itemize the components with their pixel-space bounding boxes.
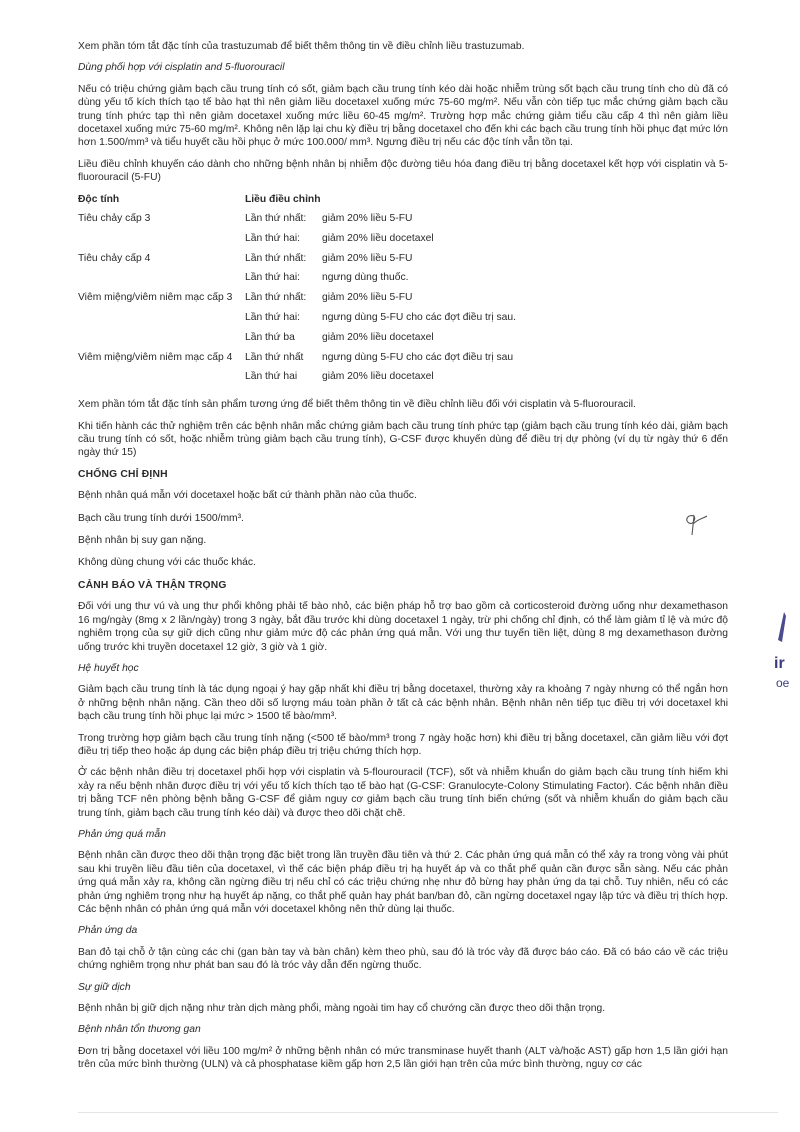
neutropenia-paragraph: Nếu có triệu chứng giảm bạch cầu trung tính có sốt, giảm bạch cầu trung tính kéo dài hoặc nhiễm trùng sốt bạch cầu trung tính cho dù đã có dùng yếu tố kích thích tạo tế bào hạt thì nên giảm liều docetaxel xuống mức 75-60 mg/m². Nếu vẫn còn tiếp tục mắc chứng giảm bạch cầu trung tính phức tạp thì nên giảm docetaxel xuống mức liều 60-45 mg/m². Trường hợp mắc chứng giảm tiểu cầu cấp 4 thì nên giảm liều docetaxel xuống mức 75-60 mg/m². Không nên lặp lại chu kỳ điều trị bằng docetaxel cho đến khi các bạch cầu trung tính hồi phục đạt mức lớn hơn 1.500/mm³ và tiểu huyết cầu hồi phục ở mức 100.000/ mm³. Ngưng điều trị nếu các độc tính vẫn tồn tại. [78, 83, 728, 149]
cell-toxicity [78, 311, 245, 331]
page-edge-line [78, 1112, 778, 1113]
cell-toxicity [78, 370, 245, 390]
cell-toxicity: Tiêu chảy cấp 4 [78, 252, 151, 264]
subheading-liver: Bệnh nhân tổn thương gan [78, 1024, 201, 1036]
cell-occurrence: Lần thứ hai: [245, 272, 300, 284]
summary-note: Xem phần tóm tắt đặc tính sản phẩm tương ứng để biết thêm thông tin về điều chỉnh liều đối với cisplatin và 5-fluorouracil. [78, 399, 636, 411]
contraindication-item: Bệnh nhân quá mẫn với docetaxel hoặc bất cứ thành phần nào của thuốc. [78, 490, 417, 502]
liver-paragraph: Đơn trị bằng docetaxel với liều 100 mg/m² ở những bệnh nhân có mức transminase huyết thanh (ALT và/hoặc AST) gấp hơn 1,5 lần giới hạn trên của mức bình thường (ULN) và cả phosphatase kiềm gấp hơn 2,5 lần giới hạn trên của mức bình thường, nguy cơ các [78, 1045, 728, 1071]
table-row [78, 291, 622, 311]
cell-toxicity [78, 271, 245, 291]
cell-occurrence: Lần thứ nhất [245, 351, 304, 363]
subheading-cisplatin: Dùng phối hợp với cisplatin and 5-fluorouracil [78, 62, 285, 74]
header-adjust: Liều điều chỉnh [245, 193, 321, 205]
table-row [78, 271, 622, 291]
header-toxicity: Độc tính [78, 193, 120, 205]
cell-toxicity [78, 232, 245, 252]
fluid-paragraph: Bệnh nhân bị giữ dịch nặng như tràn dịch màng phổi, màng ngoài tim hay cổ chướng cần được theo dõi thận trọng. [78, 1003, 606, 1015]
dose-adjustment-table [78, 193, 622, 391]
warnings-paragraph: Đối với ung thư vú và ung thư phổi không phải tế bào nhỏ, các biện pháp hỗ trợ bao gồm cả corticosteroid đường uống như dexamethason 16 mg/ngày (8mg x 2 lần/ngày) trong 3 ngày, bắt đầu trước khi dùng docetaxel 1 ngày, trừ phi chống chỉ định, có thể làm giảm tỉ lệ và mức độ nghiêm trọng của sự giữ dịch cũng như giảm mức độ các phản ứng quá mẫn. Với ung thư tuyến tiền liệt, dùng 8 mg dexamethason đường uống trước khi truyền docetaxel 12 giờ, 3 giờ và 1 giờ. [78, 601, 728, 653]
cell-action: giảm 20% liều docetaxel [322, 331, 434, 343]
cell-toxicity: Tiêu chảy cấp 3 [78, 213, 151, 225]
cell-occurrence: Lần thứ hai: [245, 312, 300, 324]
cell-toxicity: Viêm miệng/viêm niêm mạc cấp 3 [78, 292, 233, 304]
subheading-hematology: Hệ huyết học [78, 662, 139, 674]
hematology-paragraph-2: Trong trường hợp giảm bạch cầu trung tính nặng (<500 tế bào/mm³ trong 7 ngày hoặc hơn) khi điều trị bằng docetaxel, cần giảm liều với đợt điều trị tiếp theo hoặc áp dụng các biện pháp điều trị triệu chứng thích hợp. [78, 732, 728, 757]
table-header-row [78, 193, 622, 212]
cell-action: giảm 20% liều 5-FU [322, 292, 413, 304]
table-row [78, 212, 622, 232]
table-row [78, 311, 622, 331]
document-page [78, 40, 728, 1080]
table-row [78, 331, 622, 351]
contraindication-item: Bạch cầu trung tính dưới 1500/mm³. [78, 512, 244, 524]
cell-occurrence: Lần thứ ba [245, 331, 295, 343]
stamp-text-fragment-2: oe [776, 676, 790, 690]
cell-action: giảm 20% liều docetaxel [322, 371, 434, 383]
gcsf-paragraph: Khi tiến hành các thử nghiệm trên các bệnh nhân mắc chứng giảm bạch cầu trung tính phức tạp (giảm bạch cầu trung tính kéo dài, giảm bạch cầu trung tính có sốt, hoặc nhiễm trùng giảm bạch cầu trung tính), G-CSF được khuyến dùng để điều trị dự phòng (ví dụ từ ngày thứ 6 đến ngày thứ 15) [78, 420, 728, 459]
trastuzumab-note: Xem phần tóm tắt đặc tính của trastuzumab để biết thêm thông tin về điều chỉnh liều trastuzumab. [78, 41, 525, 52]
subheading-hypersensitivity: Phản ứng quá mẫn [78, 828, 166, 840]
cell-occurrence: Lần thứ hai: [245, 232, 300, 244]
hematology-paragraph-1: Giảm bạch cầu trung tính là tác dụng ngoại ý hay gặp nhất khi điều trị bằng docetaxel, thường xảy ra khoảng 7 ngày nhưng có thể ngắn hơn ở những bệnh nhân nặng. Cần theo dõi số lượng máu toàn phần ở tất cả các bệnh nhân. Bệnh nhân nên tiếp tục điều trị với docetaxel khi bạch cầu trung tính hồi phục lại mức > 1500 tế bào/mm³. [78, 684, 728, 723]
cell-toxicity: Viêm miệng/viêm niêm mạc cấp 4 [78, 351, 233, 363]
cell-action: ngưng dùng 5-FU cho các đợt điều trị sau [322, 351, 514, 363]
cell-occurrence: Lần thứ hai [245, 371, 298, 383]
cell-action: ngưng dùng 5-FU cho các đợt điều trị sau. [322, 312, 516, 324]
cell-action: giảm 20% liều 5-FU [322, 213, 413, 225]
heading-contraindications: CHỐNG CHỈ ĐỊNH [78, 468, 168, 480]
cell-action: giảm 20% liều docetaxel [322, 232, 434, 244]
cell-occurrence: Lần thứ nhất: [245, 252, 307, 264]
table-row [78, 370, 622, 390]
table-intro: Liều điều chỉnh khuyến cáo dành cho những bệnh nhân bị nhiễm độc đường tiêu hóa đang điều trị bằng docetaxel kết hợp với cisplatin và 5-fluorouracil (5-FU) [78, 158, 728, 184]
subheading-skin: Phản ứng da [78, 925, 138, 937]
stamp-text-fragment: ir [774, 655, 785, 672]
heading-warnings: CẢNH BÁO VÀ THẬN TRỌNG [78, 579, 227, 591]
cell-action: giảm 20% liều 5-FU [322, 252, 413, 264]
skin-paragraph: Ban đỏ tại chỗ ở tận cùng các chi (gan bàn tay và bàn chân) kèm theo phù, sau đó là tróc vảy đã được báo cáo. Đã có báo cáo về các triệu chứng nghiêm trọng như phát ban sau đó là tróc vảy dẫn đến ngừng thuốc. [78, 946, 728, 972]
hypersensitivity-paragraph: Bệnh nhân cần được theo dõi thận trọng đặc biệt trong lần truyền đầu tiên và thứ 2. Các phản ứng quá mẫn có thể xảy ra trong vòng vài phút sau khi truyền liều đầu tiên của docetaxel, vì thế các biện pháp điều trị hạ huyết áp và co thắt phế quản cần được sẵn sàng. Nếu các phản ứng quá mẫn xảy ra, không cần ngừng điều trị nếu chỉ có các triệu chứng nhẹ như đỏ bừng hay phản ứng da tại chỗ. Tuy nhiên, nếu có các phản ứng nghiêm trọng như hạ huyết áp nặng, co thắt phế quản hay phát ban/ban đỏ, cần ngừng docetaxel ngay lập tức và điều trị thích hợp. Các bệnh nhân có phản ứng quá mẫn với docetaxel không nên thử dùng lại thuốc. [78, 850, 728, 916]
cell-toxicity [78, 331, 245, 351]
table-row [78, 351, 622, 371]
cell-occurrence: Lần thứ nhất: [245, 292, 307, 304]
subheading-fluid: Sự giữ dịch [78, 981, 131, 993]
contraindication-item: Không dùng chung với các thuốc khác. [78, 557, 256, 569]
contraindication-item: Bệnh nhân bị suy gan nặng. [78, 535, 207, 547]
hematology-paragraph-3: Ở các bệnh nhân điều trị docetaxel phối hợp với cisplatin và 5-flourouracil (TCF), sốt và nhiễm khuẩn do giảm bạch cầu trung tính hiếm khi xảy ra nếu bệnh nhân được điều trị với yếu tố kích thích tạo tế bào hạt (G-CSF: Granulocyte-Colony Stimulating Factor). Các bệnh nhân điều trị bằng TCF nên phòng bệnh bằng G-CSF để giảm nguy cơ giảm bạch cầu trung tính biến chứng (sốt và nhiễm khuẩn do giảm bạch cầu trung tính, giảm bạch cầu trung tính kéo dài) và được theo dõi chặt chẽ. [78, 767, 728, 819]
cell-action: ngưng dùng thuốc. [322, 272, 409, 284]
cell-occurrence: Lần thứ nhất: [245, 213, 307, 225]
stamp-mark [772, 610, 792, 644]
signature-mark [680, 510, 710, 538]
table-row [78, 252, 622, 272]
table-row [78, 232, 622, 252]
